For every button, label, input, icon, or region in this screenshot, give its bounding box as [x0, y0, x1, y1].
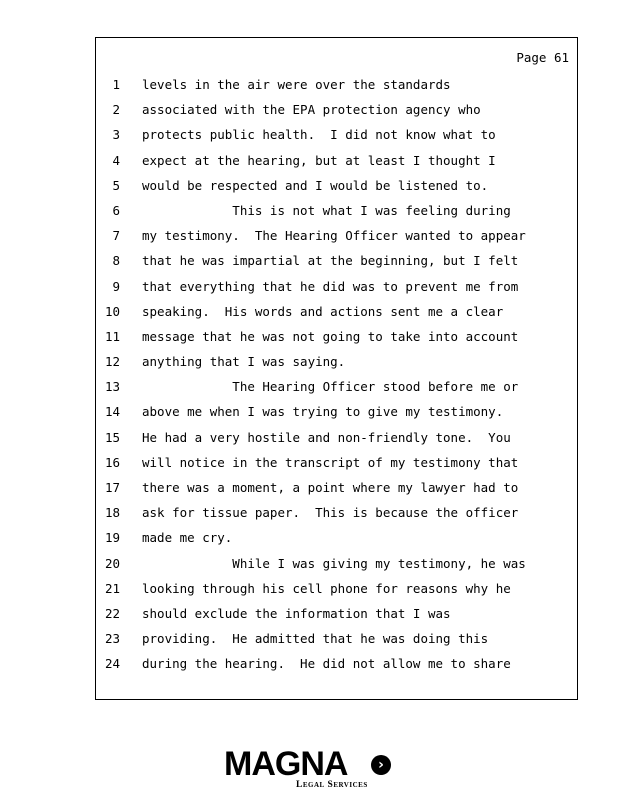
transcript-line [96, 72, 577, 97]
line-number: 23 [104, 631, 120, 647]
line-number: 6 [112, 202, 120, 218]
line-number: 3 [112, 127, 120, 143]
transcript-line [96, 122, 577, 147]
transcript-line [96, 274, 577, 299]
line-number: 15 [104, 429, 120, 445]
transcript-line [96, 374, 577, 399]
transcript-line [96, 500, 577, 525]
transcript-line [96, 223, 577, 248]
page-number: Page 61 [516, 50, 569, 65]
transcript-line [96, 173, 577, 198]
line-text: above me when I was trying to give my testimony. [142, 404, 504, 420]
arrow-circle-icon: › [371, 755, 391, 775]
line-number: 5 [112, 177, 120, 193]
line-number: 22 [104, 605, 120, 621]
transcript-line [96, 425, 577, 450]
transcript-line [96, 450, 577, 475]
transcript-page [95, 37, 578, 700]
line-text: The Hearing Officer stood before me or [142, 379, 519, 395]
transcript-line [96, 626, 577, 651]
line-number: 9 [112, 278, 120, 294]
line-text: While I was giving my testimony, he was [142, 555, 526, 571]
line-number: 1 [112, 77, 120, 92]
line-number: 21 [104, 580, 120, 596]
line-number: 2 [112, 102, 120, 118]
transcript-line [96, 198, 577, 223]
line-text: looking through his cell phone for reasons why he [142, 580, 511, 596]
line-text: message that he was not going to take into account [142, 328, 519, 344]
transcript-line [96, 349, 577, 374]
transcript-line [96, 651, 577, 676]
line-number: 18 [104, 505, 120, 521]
line-text: that he was impartial at the beginning, but I felt [142, 253, 519, 269]
transcript-line [96, 475, 577, 500]
line-text: anything that I was saying. [142, 354, 346, 370]
line-text: ask for tissue paper. This is because the officer [142, 505, 519, 521]
line-text: made me cry. [142, 530, 233, 546]
line-text: associated with the EPA protection agency who [142, 102, 481, 118]
transcript-line [96, 525, 577, 550]
line-number: 8 [112, 253, 120, 269]
line-text: providing. He admitted that he was doing this [142, 631, 489, 647]
line-number: 24 [104, 656, 120, 672]
transcript-line [96, 601, 577, 626]
transcript-lines [96, 72, 577, 677]
line-text: will notice in the transcript of my testimony that [142, 454, 519, 470]
transcript-line [96, 248, 577, 273]
line-text: levels in the air were over the standards [142, 77, 451, 92]
line-number: 11 [104, 328, 120, 344]
transcript-line [96, 399, 577, 424]
line-number: 16 [104, 454, 120, 470]
transcript-line [96, 299, 577, 324]
transcript-line [96, 551, 577, 576]
line-number: 4 [112, 152, 120, 168]
magna-logo [224, 746, 394, 794]
logo-wordmark: MAGNA [224, 745, 348, 783]
line-number: 17 [104, 480, 120, 495]
line-number: 20 [104, 555, 120, 571]
line-text: that everything that he did was to prevent me from [142, 278, 519, 294]
line-number: 14 [104, 404, 120, 420]
line-text: there was a moment, a point where my lawyer had to [142, 480, 519, 495]
line-text: speaking. His words and actions sent me a clear [142, 303, 504, 319]
line-text: should exclude the information that I was [142, 605, 451, 621]
logo-subtitle: Legal Services [296, 780, 368, 790]
line-text: This is not what I was feeling during [142, 202, 511, 218]
line-text: my testimony. The Hearing Officer wanted to appear [142, 228, 526, 244]
transcript-line [96, 324, 577, 349]
line-number: 12 [104, 354, 120, 370]
line-number: 13 [104, 379, 120, 395]
line-text: protects public health. I did not know what to [142, 127, 496, 143]
line-number: 10 [104, 303, 120, 319]
line-number: 19 [104, 530, 120, 546]
transcript-line [96, 576, 577, 601]
transcript-line [96, 148, 577, 173]
line-text: expect at the hearing, but at least I thought I [142, 152, 496, 168]
line-text: during the hearing. He did not allow me to share [142, 656, 511, 672]
line-text: He had a very hostile and non-friendly tone. You [142, 429, 511, 445]
transcript-line [96, 97, 577, 122]
line-text: would be respected and I would be listened to. [142, 177, 489, 193]
line-number: 7 [112, 228, 120, 244]
